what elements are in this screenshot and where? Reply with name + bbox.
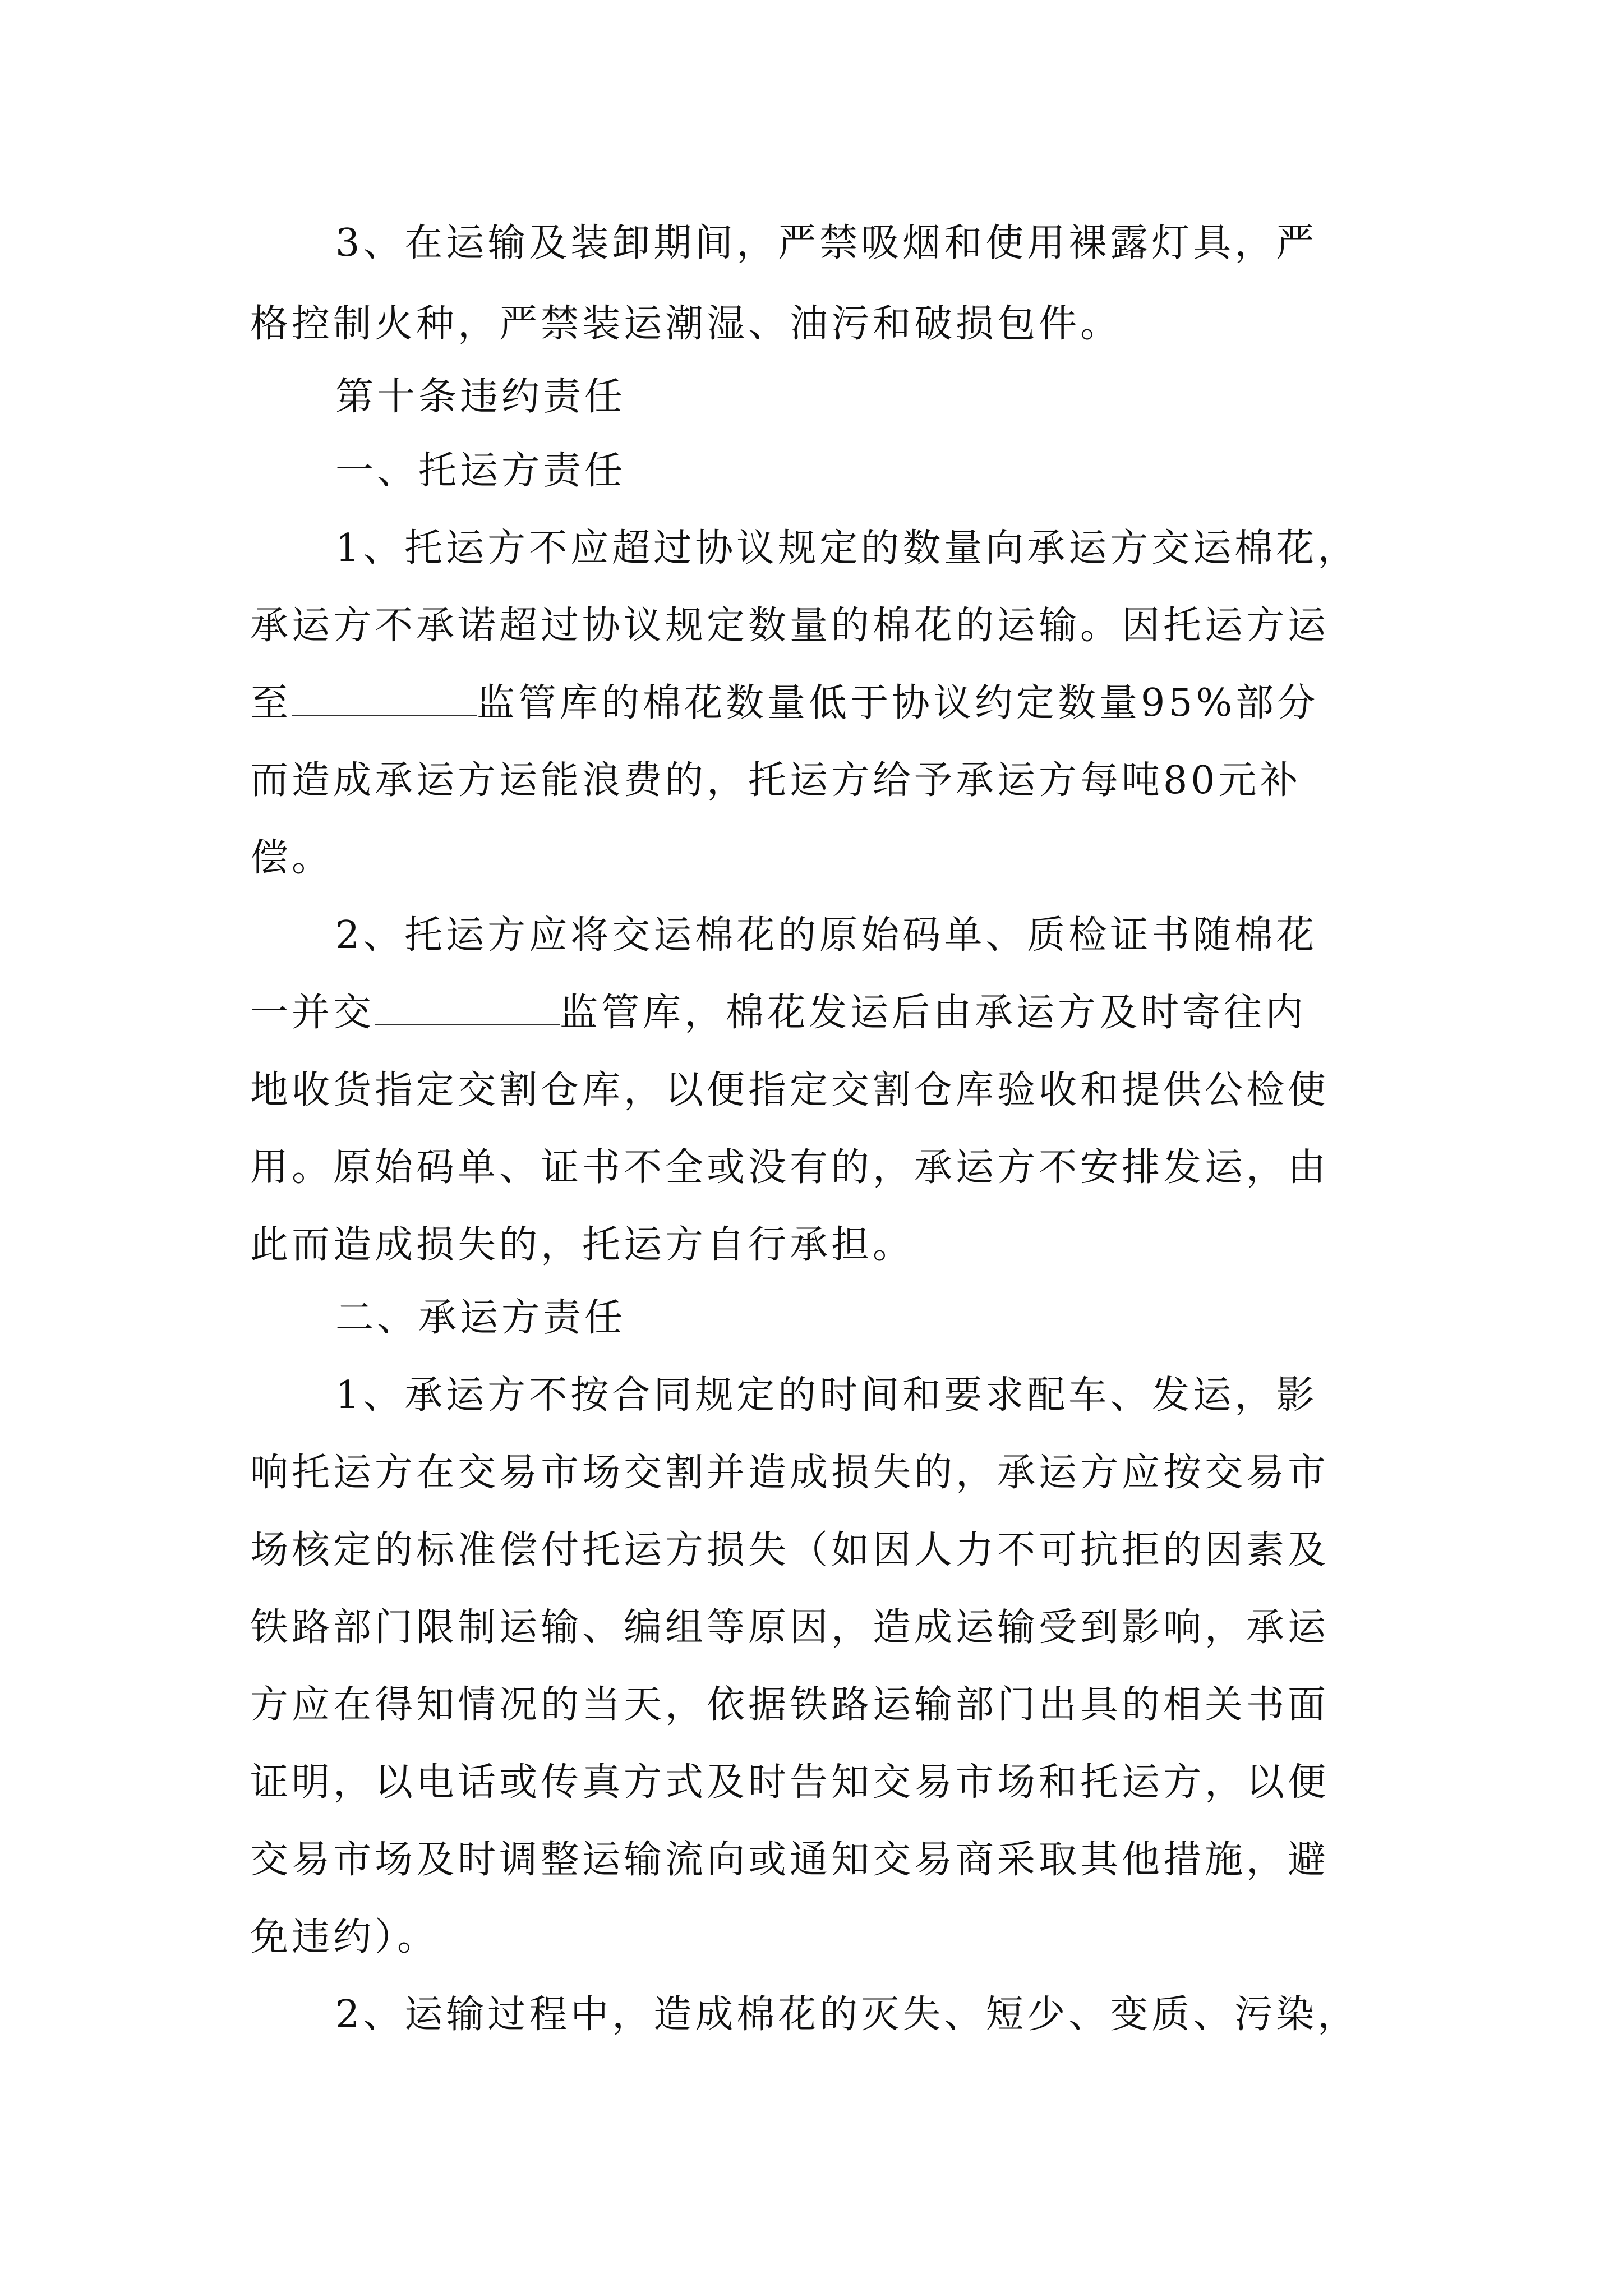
subsection-heading: 一、托运方责任	[335, 449, 626, 493]
text-line: 1、承运方不按合同规定的时间和要求配车、发运，影	[335, 1373, 1318, 1418]
text-line	[250, 677, 1394, 730]
blank-field	[375, 991, 560, 1025]
text-segment: 监管库，棉花发运后由承运方及时寄往内	[560, 991, 1307, 1035]
text-line: 1、托运方不应超过协议规定的数量向承运方交运棉花，	[335, 526, 1359, 570]
text-line: 2、运输过程中，造成棉花的灭失、短少、变质、污染，	[335, 1993, 1359, 2037]
text-line: 免违约）。	[250, 1915, 439, 1959]
section-heading: 第十条违约责任	[335, 375, 626, 419]
text-line: 承运方不承诺超过协议规定数量的棉花的运输。因托运方运	[250, 604, 1330, 648]
text-line: 铁路部门限制运输、编组等原因，造成运输受到影响，承运	[250, 1605, 1330, 1650]
text-segment: 一并交	[250, 991, 375, 1035]
text-line: 证明，以电话或传真方式及时告知交易市场和托运方，以便	[250, 1760, 1330, 1805]
text-line: 而造成承运方运能浪费的，托运方给予承运方每吨80元补	[250, 758, 1302, 803]
text-line: 2、托运方应将交运棉花的原始码单、质检证书随棉花	[335, 913, 1318, 958]
text-segment: 至	[250, 681, 292, 725]
text-line: 偿。	[250, 836, 334, 880]
blank-field	[292, 681, 477, 716]
text-line: 地收货指定交割仓库，以便指定交割仓库验收和提供公检使	[250, 1068, 1330, 1112]
text-line: 用。原始码单、证书不全或没有的，承运方不安排发运，由	[250, 1145, 1330, 1190]
subsection-heading: 二、承运方责任	[335, 1296, 626, 1340]
text-line: 此而造成损失的，托运方自行承担。	[250, 1223, 915, 1267]
text-line: 场核定的标准偿付托运方损失（如因人力不可抗拒的因素及	[250, 1528, 1330, 1572]
text-line: 格控制火种，严禁装运潮湿、油污和破损包件。	[250, 302, 1122, 346]
text-line: 交易市场及时调整运输流向或通知交易商采取其他措施，避	[250, 1838, 1330, 1882]
text-segment: 监管库的棉花数量低于协议约定数量95%部分	[477, 681, 1319, 725]
text-line	[250, 986, 1394, 1040]
text-line: 响托运方在交易市场交割并造成损失的，承运方应按交易市	[250, 1451, 1330, 1495]
text-line: 方应在得知情况的当天，依据铁路运输部门出具的相关书面	[250, 1683, 1330, 1727]
text-line: 3、在运输及装卸期间，严禁吸烟和使用裸露灯具，严	[335, 221, 1318, 265]
